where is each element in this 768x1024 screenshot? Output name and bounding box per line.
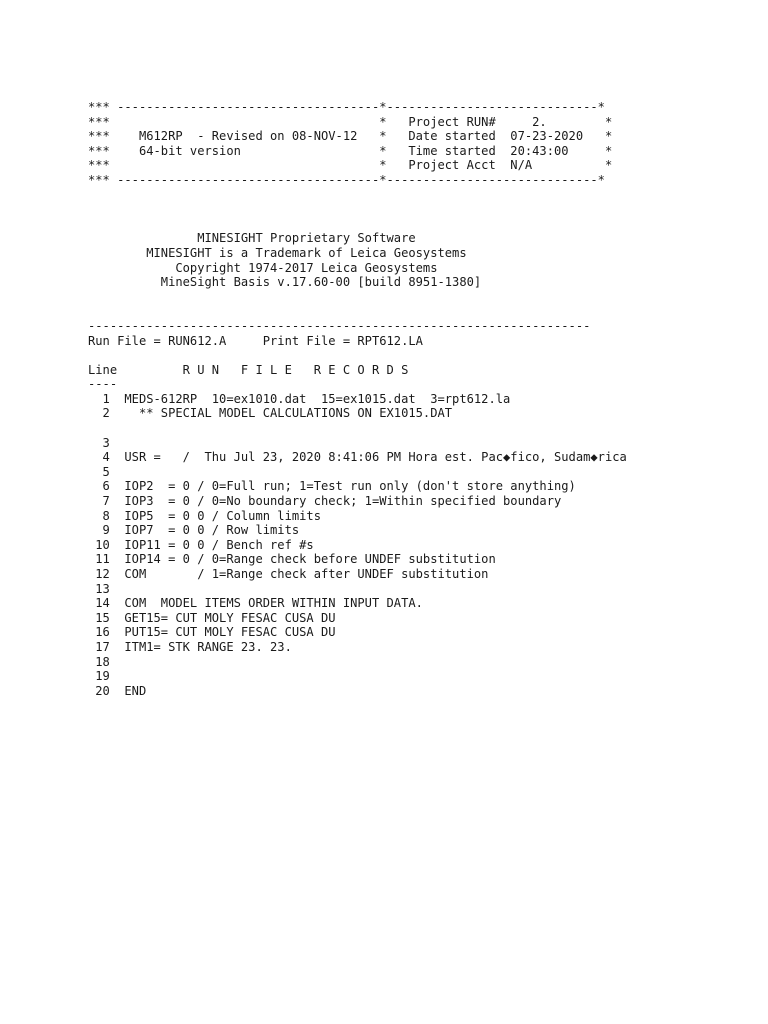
record-line: 5 [88,464,110,479]
record-line: 15 GET15= CUT MOLY FESAC CUSA DU [88,610,336,625]
record-line: 17 ITM1= STK RANGE 23. 23. [88,639,292,654]
record-line: 13 [88,581,110,596]
record-line: 8 IOP5 = 0 0 / Column limits [88,508,321,523]
files-line: Run File = RUN612.A Print File = RPT612.LA [88,333,423,348]
separator-line: --------------------------------------------------------------------- [88,318,591,333]
record-line: 3 [88,435,110,450]
record-line: 7 IOP3 = 0 / 0=No boundary check; 1=Within specified boundary [88,494,562,509]
record-line: 1 MEDS-612RP 10=ex1010.dat 15=ex1015.dat 3=rpt612.la [88,391,511,406]
banner-line: Copyright 1974-2017 Leica Geosystems [88,260,438,275]
record-line: 14 COM MODEL ITEMS ORDER WITHIN INPUT DATA. [88,596,423,611]
record-line: 12 COM / 1=Range check after UNDEF substitution [88,567,489,581]
record-line: 9 IOP7 = 0 0 / Row limits [88,523,300,538]
record-line: 16 PUT15= CUT MOLY FESAC CUSA DU [88,625,336,640]
header-box-line: *** ------------------------------------*-----------------------------* [88,172,605,187]
record-line: 6 IOP2 = 0 / 0=Full run; 1=Test run only (don't store anything) [88,479,576,494]
header-box-line: *** ------------------------------------*-----------------------------* [88,100,605,114]
record-line: 10 IOP11 = 0 0 / Bench ref #s [88,537,314,552]
report-page [88,100,748,698]
records-header: Line R U N F I L E R E C O R D S [88,362,409,377]
run-file-records [88,392,748,698]
record-line: 11 IOP14 = 0 / 0=Range check before UNDEF substitution [88,552,496,567]
records-underline: ---- [88,377,118,392]
banner-line: MineSight Basis v.17.60-00 [build 8951-1380] [88,275,482,290]
software-banner [88,231,748,289]
record-line: 2 ** SPECIAL MODEL CALCULATIONS ON EX1015.DAT [88,406,453,421]
record-line [88,421,748,436]
record-line: 18 [88,654,110,669]
record-line: 4 USR = / Thu Jul 23, 2020 8:41:06 PM Hora est. Pac◆fico, Sudam◆rica [88,450,627,465]
record-line: 20 END [88,683,147,698]
header-box-line: *** 64-bit version * Time started 20:43:00 * [88,143,613,158]
header-box [88,100,748,188]
banner-line: MINESIGHT Proprietary Software [88,231,416,246]
header-box-line: *** M612RP - Revised on 08-NOV-12 * Date started 07-23-2020 * [88,129,613,144]
record-line: 19 [88,669,110,684]
banner-line: MINESIGHT is a Trademark of Leica Geosystems [88,245,467,260]
header-box-line: *** * Project Acct N/A * [88,158,613,173]
header-box-line: *** * Project RUN# 2. * [88,114,613,129]
